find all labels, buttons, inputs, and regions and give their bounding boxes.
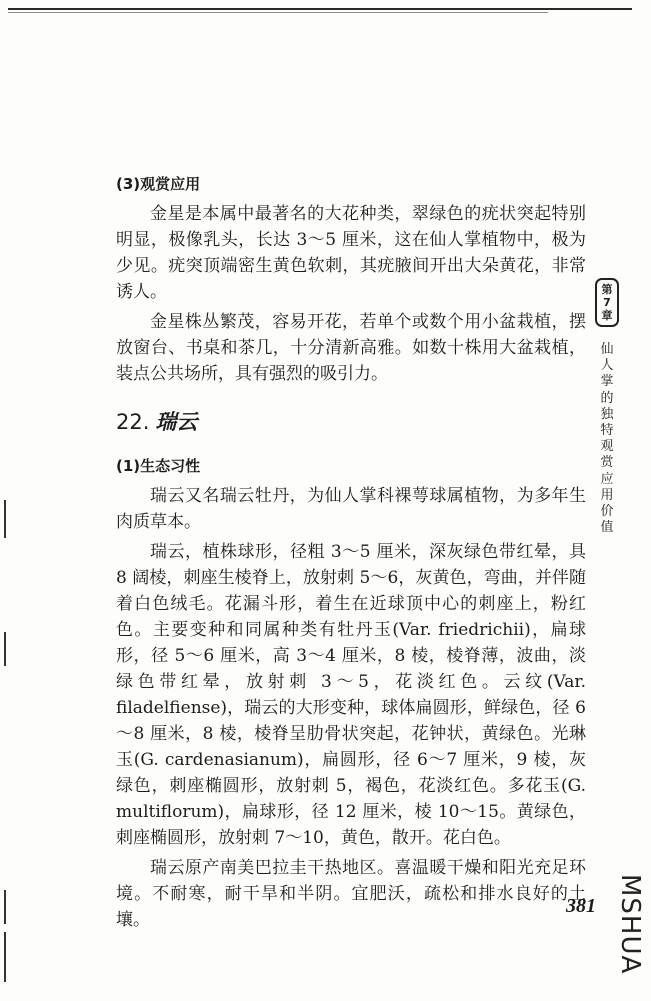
margin-bar [4, 890, 6, 924]
margin-bar [4, 632, 6, 666]
top-rule [8, 8, 632, 10]
page-number: 381 [566, 895, 596, 917]
chapter-tab-number: 7 [603, 296, 611, 309]
top-rule-thin [8, 12, 548, 13]
section-heading-appreciation: (3)观赏应用 [116, 175, 201, 193]
section-heading-ecology: (1)生态习性 [116, 457, 201, 475]
paragraph: 瑞云又名瑞云牡丹，为仙人掌科裸萼球属植物，为多年生肉质草本。 [116, 486, 586, 532]
watermark-text: MSHUA [615, 874, 645, 975]
paragraph: 瑞云，植株球形，径粗 3～5 厘米，深灰绿色带红晕，具 8 阔棱，刺座生棱脊上，放射刺 5～6，灰黄色，弯曲，并伴随着白色绒毛。花漏斗形，着生在近球顶中心的刺座上，粉红色。主要变种和同属种类有牡丹玉(Var. friedrichii)，扁球形，径 5～6 厘米，高 3～4 厘米，8 棱，棱脊薄，波曲，淡绿色带红晕，放射刺 3～5，花淡红色。云纹(Var. filadelfiense)，瑞云的大形变种，球体扁圆形，鲜绿色，径 6～8 厘米，8 棱，棱脊呈肋骨状突起，花钟状，黄绿色。光琳玉(G. cardenasianum)，扁圆形，径 6～7 厘米，9 棱，灰绿色，刺座椭圆形，放射刺 5，褐色，花淡红色。多花玉(G. multiflorum)，扁球形，径 12 厘米，棱 10～15。黄绿色，刺座椭圆形，放射刺 7～10，黄色，散开。花白色。 [116, 542, 586, 848]
paragraph: 瑞云原产南美巴拉圭干热地区。喜温暖干燥和阳光充足环境。不耐寒，耐干旱和半阴。宜肥沃，疏松和排水良好的土壤。 [116, 858, 586, 930]
margin-bar [4, 932, 6, 982]
section-number: 22. [116, 410, 150, 434]
paragraph: 金星株丛繁茂，容易开花，若单个或数个用小盆栽植，摆放窗台、书桌和茶几，十分清新高雅。如数十株用大盆栽植，装点公共场所，具有强烈的吸引力。 [116, 312, 586, 384]
chapter-tab [595, 278, 619, 327]
margin-bar [4, 500, 6, 538]
paragraph: 金星是本属中最著名的大花种类，翠绿色的疣状突起特别明显，极像乳头，长达 3～5 厘米，这在仙人掌植物中，极为少见。疣突顶端密生黄色软刺，其疣腋间开出大朵黄花，非常诱人。 [116, 204, 586, 302]
page-body [116, 173, 586, 937]
watermark [615, 874, 645, 994]
chapter-tab-char: 章 [601, 309, 613, 322]
section-title-22 [116, 407, 586, 437]
section-name: 瑞云 [155, 410, 198, 434]
chapter-tab-char: 第 [601, 283, 613, 296]
chapter-title: 仙人掌的独特观赏应用价值 [600, 342, 614, 536]
